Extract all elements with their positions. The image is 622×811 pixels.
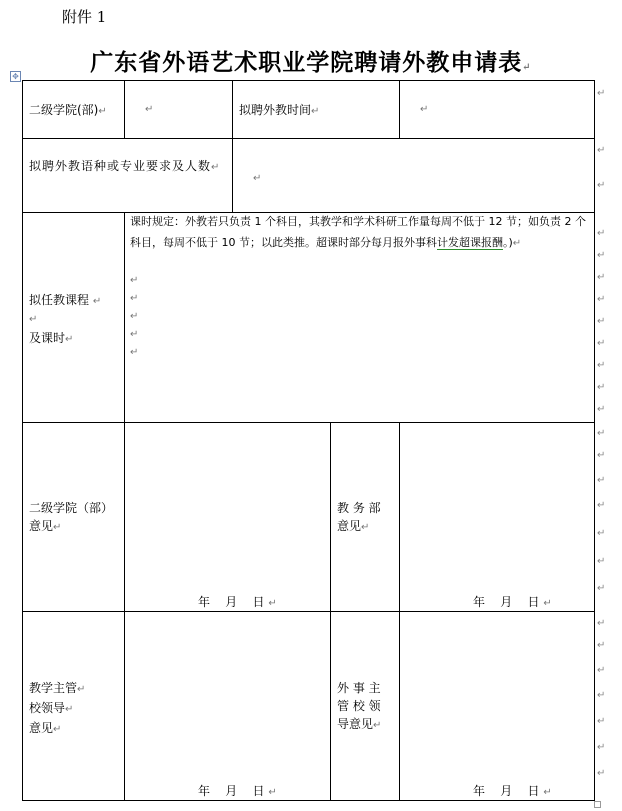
end-of-row-mark: ↵ [597,404,606,415]
table-resize-handle-icon[interactable] [594,801,601,808]
table-move-handle-icon[interactable]: ✥ [10,71,21,82]
end-of-row-mark: ↵ [597,272,606,283]
end-of-row-mark: ↵ [597,690,606,701]
dept-opinion-date: 年 月 日 ↵ [198,595,277,609]
end-of-row-mark: ↵ [597,250,606,261]
end-of-row-mark: ↵ [597,475,606,486]
course-rule-text[interactable]: 课时规定：外教若只负责 1 个科目，其教学和学术科研工作量每周不低于 12 节；如负责 2 个科目，每周不低于 10 节；以此类推。超课时部分每月报外事科计发超课报酬。)↵ [130,215,586,249]
attachment-label: 附件 1 [62,8,107,26]
end-of-row-mark: ↵ [597,556,606,567]
dept-opinion-label: 二级学院（部） 意见↵ [29,501,114,533]
dept-label: 二级学院(部)↵ [29,103,107,117]
end-of-row-mark: ↵ [597,360,606,371]
academic-affairs-date: 年 月 日 ↵ [473,595,552,609]
end-of-row-mark: ↵ [597,716,606,727]
end-of-row-mark: ↵ [597,294,606,305]
end-of-row-mark: ↵ [597,338,606,349]
end-of-row-mark: ↵ [597,500,606,511]
end-of-row-mark: ↵ [597,316,606,327]
academic-affairs-label: 教 务 部 意见↵ [337,501,381,533]
hire-time-value[interactable]: ↵ [420,104,429,115]
form-title: 广东省外语艺术职业学院聘请外教申请表↵ [90,49,532,76]
end-of-row-mark: ↵ [597,428,606,439]
end-of-row-mark: ↵ [597,618,606,629]
end-of-row-mark: ↵ [597,382,606,393]
language-requirement-value[interactable]: ↵ [253,173,262,184]
foreign-affairs-leader-date: 年 月 日 ↵ [473,784,552,798]
hire-time-label: 拟聘外教时间↵ [239,103,320,117]
course-blank-lines: ↵ ↵ ↵ ↵ ↵ [130,275,139,358]
dept-value[interactable]: ↵ [145,104,154,115]
end-of-row-mark: ↵ [597,665,606,676]
end-of-row-mark: ↵ [597,145,606,156]
end-of-row-mark: ↵ [597,768,606,779]
teaching-leader-label: 教学主管↵ 校领导↵ 意见↵ [29,681,86,735]
end-of-row-mark: ↵ [597,180,606,191]
end-of-row-mark: ↵ [597,528,606,539]
end-of-row-mark: ↵ [597,228,606,239]
end-of-row-mark: ↵ [597,640,606,651]
course-label: 拟任教课程 ↵ ↵ 及课时↵ [29,293,102,345]
language-requirement-label: 拟聘外教语种或专业要求及人数↵ [29,159,221,173]
end-of-row-mark: ↵ [597,88,606,99]
end-of-row-mark: ↵ [597,583,606,594]
teaching-leader-date: 年 月 日 ↵ [198,784,277,798]
underlined-phrase: 计发超课报酬 [437,236,503,249]
foreign-affairs-leader-label: 外 事 主 管 校 领 导意见↵ [337,681,382,731]
end-of-row-mark: ↵ [597,450,606,461]
end-of-row-mark: ↵ [597,742,606,753]
